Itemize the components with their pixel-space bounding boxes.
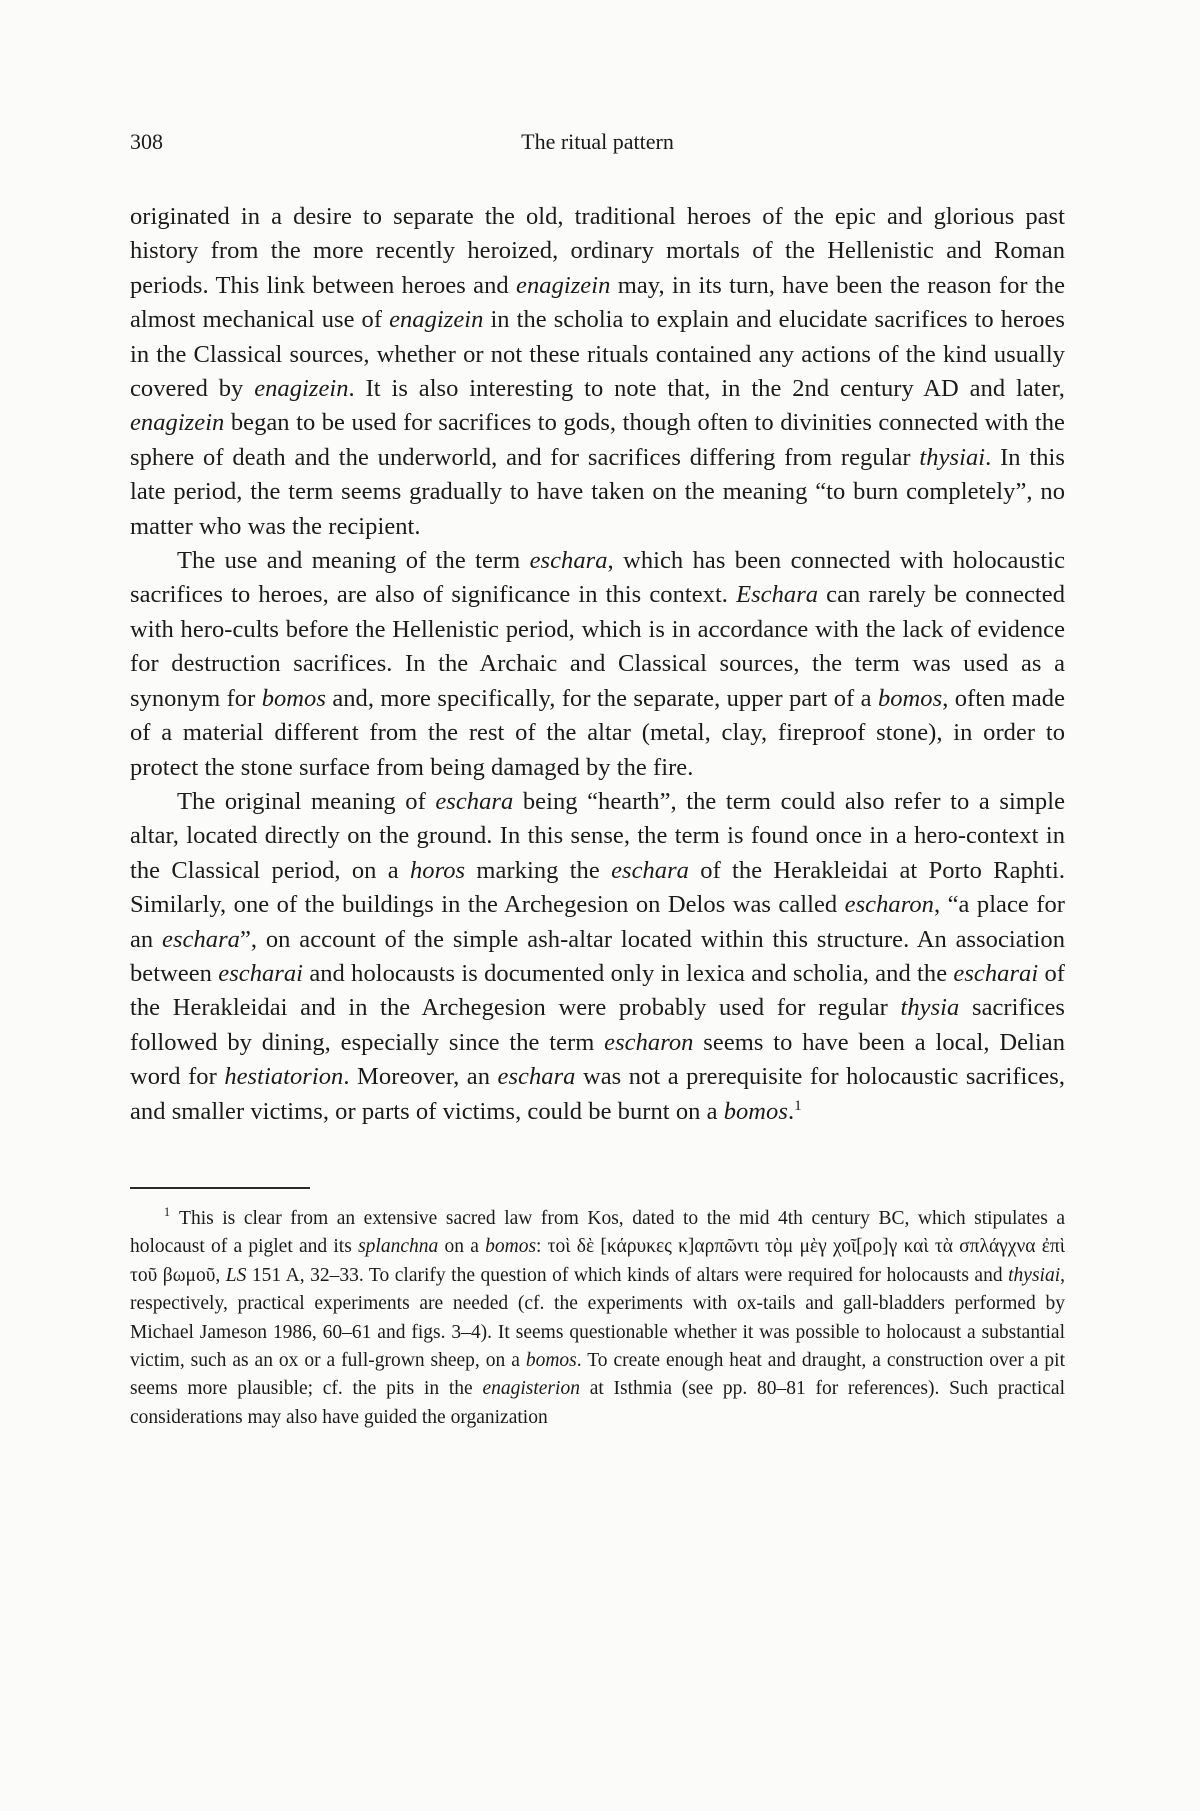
text-segment: at Isthmia (see pp. 80–81 for references). Such practical considerations may also have guided the organization bbox=[130, 1378, 1065, 1428]
text-segment: LS bbox=[225, 1264, 247, 1286]
page-number: 308 bbox=[130, 129, 163, 154]
text-segment: horos bbox=[409, 856, 466, 884]
footnote-marker: 1 bbox=[164, 1205, 171, 1220]
text-segment: escharai bbox=[953, 959, 1039, 987]
text-segment: eschara bbox=[497, 1063, 576, 1091]
text-segment: . In this late period, the term seems gradually to have taken on the meaning “to burn completely”, no matter who was the recipient. bbox=[130, 443, 1065, 540]
text-segment: can rarely be connected with hero-cults before the Hellenistic period, which is in accordance with the lack of evidence for destruction sacrifices. In the Archaic and Classical sources, the term was used as a synonym for bbox=[130, 581, 1066, 712]
running-header bbox=[130, 128, 1065, 156]
paragraph bbox=[130, 200, 1065, 544]
text-segment: eschara bbox=[162, 925, 240, 953]
text-segment: , “a place for an bbox=[130, 891, 1065, 953]
text-segment: thysia bbox=[900, 994, 960, 1022]
text-segment: ”, on account of the simple ash-altar located within this structure. An association between bbox=[130, 925, 1065, 987]
text-segment: seems to have been a local, Delian word for bbox=[130, 1028, 1065, 1091]
text-segment: enagizein bbox=[254, 375, 349, 403]
paragraph bbox=[130, 544, 1065, 785]
text-segment: began to be used for sacrifices to gods, though often to divinities connected with the sphere of death and the underworld, and for sacrifices differing from regular bbox=[130, 409, 1065, 471]
text-segment: . To create enough heat and draught, a construction over a pit seems more plausible; cf. the pits in the bbox=[130, 1350, 1065, 1400]
text-segment: Eschara bbox=[736, 581, 819, 609]
footnote-separator bbox=[130, 1187, 310, 1189]
text-segment: splanchna bbox=[358, 1236, 439, 1258]
text-segment: , which has been connected with holocaustic sacrifices to heroes, are also of significance in this context. bbox=[130, 547, 1066, 609]
footnote-text bbox=[130, 1205, 1065, 1432]
text-block bbox=[130, 128, 1065, 1432]
text-segment: The use and meaning of the term bbox=[177, 547, 530, 575]
paragraph bbox=[130, 785, 1065, 1129]
text-segment: hestiatorion bbox=[224, 1063, 344, 1091]
text-segment: bomos bbox=[485, 1236, 537, 1258]
text-segment: was not a prerequisite for holocaustic sacrifices, and smaller victims, or parts of victims, could be burnt on a bbox=[130, 1063, 1066, 1125]
text-segment: of the Herakleidai at Porto Raphti. Similarly, one of the buildings in the Archegesion on Delos was called bbox=[130, 856, 1065, 919]
text-segment: : τοὶ δὲ [κάρυκες κ]αρπῶντι τὸμ μὲγ χοῖ[ρο]γ καὶ τὰ σπλάγχνα ἐπὶ τοῦ βωμοῦ, bbox=[130, 1236, 1066, 1286]
running-title: The ritual pattern bbox=[521, 129, 674, 154]
text-segment: of the Herakleidai and in the Archegesion were probably used for regular bbox=[130, 959, 1066, 1022]
text-segment: . Moreover, an bbox=[343, 1063, 498, 1091]
text-segment: bomos bbox=[261, 684, 326, 712]
text-segment: eschara bbox=[529, 547, 608, 575]
text-segment: eschara bbox=[611, 856, 689, 884]
text-segment: originated in a desire to separate the old, traditional heroes of the epic and glorious past history from the more recently heroized, ordinary mortals of the Hellenistic and Roman periods. This link between heroes and bbox=[130, 203, 1065, 299]
text-segment: sacrifices followed by dining, especially since the term bbox=[130, 994, 1065, 1056]
text-segment: escharon bbox=[604, 1028, 694, 1056]
text-segment: thysiai bbox=[919, 443, 986, 471]
text-segment: bomos bbox=[525, 1350, 577, 1371]
text-segment: being “hearth”, the term could also refer to a simple altar, located directly on the ground. In this sense, the term is found once in a hero-context in the Classical period, on a bbox=[130, 787, 1065, 884]
footnote-reference: 1 bbox=[794, 1096, 802, 1114]
text-segment: on a bbox=[438, 1236, 486, 1258]
text-segment: , respectively, practical experiments are needed (cf. the experiments with ox-tails and gall-bladders performed by Michael Jameson 1986, 60–61 and figs. 3–4). It seems questionable whether it was possible to holocaust a substantial victim, such as an ox or a full-grown sheep, on a bbox=[130, 1264, 1065, 1371]
text-segment: enagisterion bbox=[482, 1378, 580, 1400]
text-segment: may, in its turn, have been the reason for the almost mechanical use of bbox=[130, 271, 1065, 334]
text-segment: This is clear from an extensive sacred law from Kos, dated to the mid 4th century BC, which stipulates a holocaust of a piglet and its bbox=[130, 1207, 1065, 1258]
text-segment: and holocausts is documented only in lexica and scholia, and the bbox=[303, 959, 954, 987]
text-segment: 151 A, 32–33. To clarify the question of which kinds of altars were required for holocausts and bbox=[246, 1264, 1009, 1286]
text-segment: escharon bbox=[844, 891, 934, 919]
text-segment: . It is also interesting to note that, in the 2nd century AD and later, bbox=[348, 375, 1065, 403]
text-segment: and, more specifically, for the separate, upper part of a bbox=[325, 684, 878, 712]
text-segment: thysiai bbox=[1008, 1264, 1061, 1286]
text-segment: enagizein bbox=[130, 409, 225, 437]
text-segment: marking the bbox=[465, 856, 612, 884]
text-segment: bomos bbox=[723, 1097, 788, 1125]
footnote bbox=[130, 1205, 1065, 1432]
text-segment: in the scholia to explain and elucidate sacrifices to heroes in the Classical sources, whether or not these rituals contained any actions of the kind usually covered by bbox=[130, 306, 1065, 403]
text-segment: bomos bbox=[877, 684, 943, 712]
text-segment: The original meaning of bbox=[177, 787, 436, 815]
text-segment: , often made of a material different from the rest of the altar (metal, clay, fireproof stone), in order to protect the stone surface from being damaged by the fire. bbox=[130, 684, 1065, 781]
text-segment: enagizein bbox=[389, 306, 484, 334]
body-text bbox=[130, 200, 1065, 1129]
text-segment: escharai bbox=[218, 959, 304, 987]
text-segment: . bbox=[787, 1097, 795, 1125]
text-segment: eschara bbox=[435, 787, 514, 815]
text-segment: enagizein bbox=[516, 271, 611, 299]
